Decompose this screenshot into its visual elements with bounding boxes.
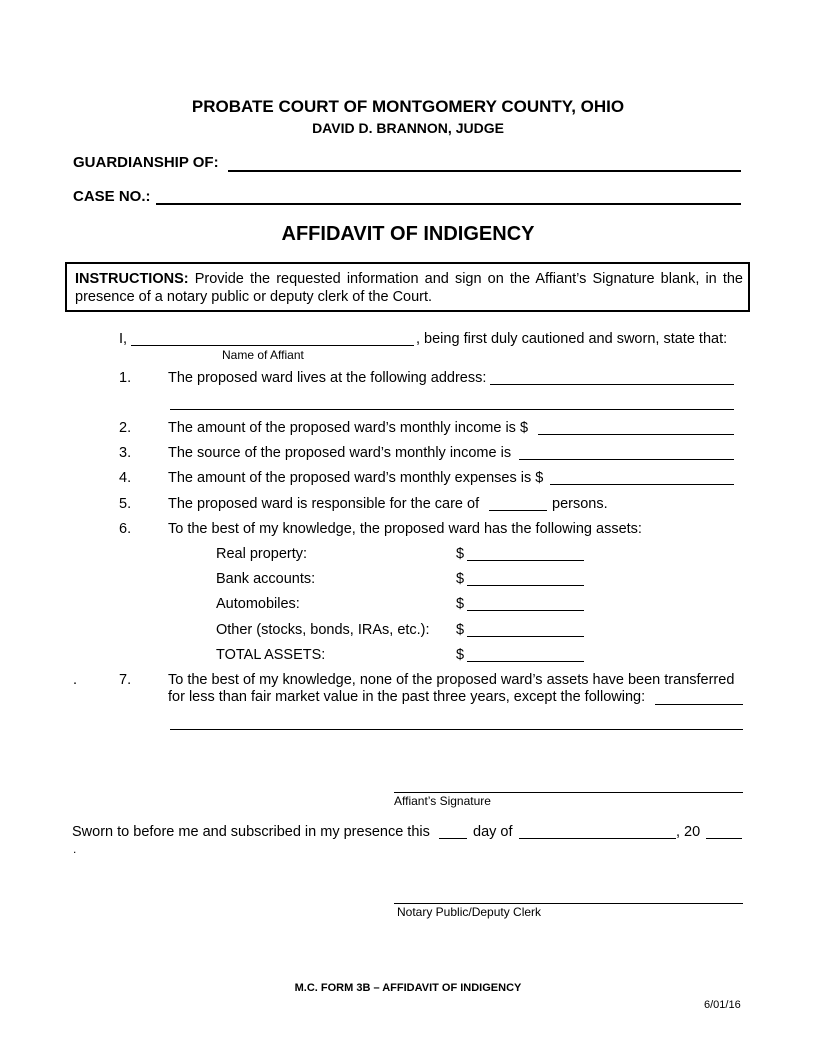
asset-label-automobiles: Automobiles: <box>216 596 300 612</box>
notary-signature-field[interactable] <box>394 903 743 904</box>
notary-signature-caption: Notary Public/Deputy Clerk <box>397 905 542 919</box>
address-field-line-2[interactable] <box>170 409 734 410</box>
instructions-label: INSTRUCTIONS: <box>75 271 189 287</box>
monthly-income-field[interactable] <box>538 434 734 435</box>
form-name: M.C. FORM 3B – AFFIDAVIT OF INDIGENCY <box>294 982 522 994</box>
instructions-body: Provide the requested information and sign on the Affiant’s Signature blank, in the presence of a notary public or deputy clerk of the Court. <box>75 271 743 305</box>
bank-accounts-field[interactable] <box>467 585 584 586</box>
year-prefix: , 20 <box>676 824 701 840</box>
judge-name: DAVID D. BRANNON, JUDGE <box>312 120 504 136</box>
case-number-field[interactable] <box>156 203 741 205</box>
item-4-number: 4. <box>119 470 132 486</box>
sworn-year-field[interactable] <box>706 838 742 839</box>
affiant-name-caption: Name of Affiant <box>222 348 304 362</box>
affiant-sworn-text: , being first duly cautioned and sworn, state that: <box>416 331 728 347</box>
day-of-text: day of <box>473 824 513 840</box>
income-source-field[interactable] <box>519 459 734 460</box>
transfers-field-line-1[interactable] <box>655 704 743 705</box>
item-7-number: 7. <box>119 672 132 688</box>
item-4-text: The amount of the proposed ward’s monthly expenses is $ <box>168 470 544 486</box>
item-1-text: The proposed ward lives at the following address: <box>168 370 487 386</box>
item-6-number: 6. <box>119 521 132 537</box>
court-name: PROBATE COURT OF MONTGOMERY COUNTY, OHIO <box>191 97 625 116</box>
affiant-name-field[interactable] <box>131 345 414 346</box>
item-3-number: 3. <box>119 445 132 461</box>
sworn-month-field[interactable] <box>519 838 676 839</box>
item-2-text: The amount of the proposed ward’s monthly income is $ <box>168 420 529 436</box>
asset-currency: $ <box>456 647 465 663</box>
item-7-text-line-1: To the best of my knowledge, none of the proposed ward’s assets have been transferred <box>168 672 735 688</box>
instructions-box <box>65 262 750 312</box>
item-3-text: The source of the proposed ward’s monthly income is <box>168 445 512 461</box>
guardianship-label: GUARDIANSHIP OF: <box>73 154 219 171</box>
address-field-line-1[interactable] <box>490 384 734 385</box>
asset-currency: $ <box>456 622 465 638</box>
monthly-expenses-field[interactable] <box>550 484 734 485</box>
asset-currency: $ <box>456 546 465 562</box>
item-6-text: To the best of my knowledge, the proposed ward has the following assets: <box>168 521 642 537</box>
item-1-number: 1. <box>119 370 132 386</box>
real-property-field[interactable] <box>467 560 584 561</box>
revision-date: 6/01/16 <box>704 999 741 1011</box>
stray-mark: . <box>73 842 77 856</box>
asset-label-real-property: Real property: <box>216 546 308 562</box>
item-5-number: 5. <box>119 496 132 512</box>
automobiles-field[interactable] <box>467 610 584 611</box>
guardianship-field[interactable] <box>228 170 741 172</box>
document-title: AFFIDAVIT OF INDIGENCY <box>281 223 535 245</box>
item-7-text-line-2: for less than fair market value in the past three years, except the following: <box>168 689 646 705</box>
item-2-number: 2. <box>119 420 132 436</box>
item-5-suffix: persons. <box>552 496 608 512</box>
asset-currency: $ <box>456 571 465 587</box>
affiant-signature-caption: Affiant’s Signature <box>394 794 491 808</box>
item-5-text: The proposed ward is responsible for the care of <box>168 496 480 512</box>
asset-label-other: Other (stocks, bonds, IRAs, etc.): <box>216 622 430 638</box>
sworn-text: Sworn to before me and subscribed in my presence this <box>72 824 430 840</box>
instructions-text <box>75 270 743 306</box>
persons-count-field[interactable] <box>489 510 547 511</box>
transfers-field-line-2[interactable] <box>170 729 743 730</box>
asset-label-bank-accounts: Bank accounts: <box>216 571 316 587</box>
affiant-signature-field[interactable] <box>394 792 743 793</box>
affiant-prefix: I, <box>119 331 128 347</box>
other-assets-field[interactable] <box>467 636 584 637</box>
sworn-day-field[interactable] <box>439 838 467 839</box>
stray-mark: . <box>73 672 78 688</box>
total-assets-field[interactable] <box>467 661 584 662</box>
asset-currency: $ <box>456 596 465 612</box>
case-number-label: CASE NO.: <box>73 188 151 205</box>
asset-label-total: TOTAL ASSETS: <box>216 647 326 663</box>
